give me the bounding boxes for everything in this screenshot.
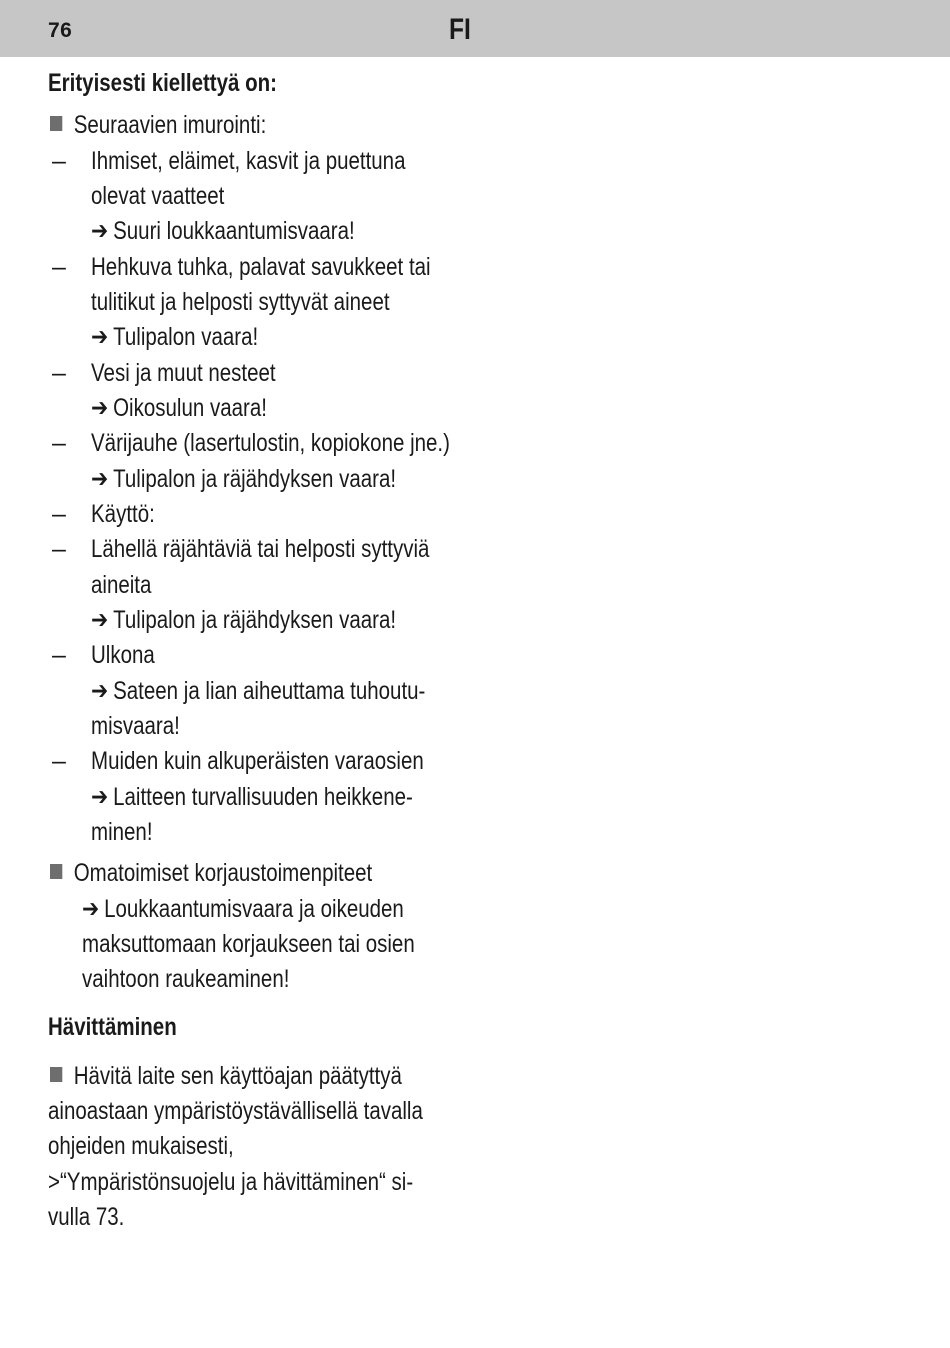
consequence-line bbox=[91, 782, 413, 812]
dash-icon: – bbox=[52, 641, 66, 669]
dash-icon: – bbox=[52, 535, 66, 563]
consequence-line bbox=[91, 605, 396, 635]
page-number: 76 bbox=[48, 19, 73, 42]
paragraph-text: Hävitä laite sen käyttöajan päätyttyä bbox=[73, 1062, 402, 1090]
bullet-text: Seuraavien imurointi: bbox=[73, 111, 267, 139]
consequence-text: Loukkaantumisvaara ja oikeuden bbox=[104, 895, 404, 923]
page-header bbox=[0, 0, 950, 57]
disposal-paragraph-line: ohjeiden mukaisesti, bbox=[48, 1132, 234, 1160]
arrow-right-icon: ➔ bbox=[91, 217, 109, 245]
disposal-paragraph-line: ainoastaan ympäristöystävällisellä tavalla bbox=[48, 1097, 423, 1125]
consequence-text: Tulipalon ja räjähdyksen vaara! bbox=[113, 606, 397, 634]
dash-icon: – bbox=[52, 253, 66, 281]
dash-icon: – bbox=[52, 500, 66, 528]
list-item-line: Hehkuva tuhka, palavat savukkeet tai bbox=[91, 253, 431, 281]
bullet-self-repair bbox=[50, 858, 372, 888]
arrow-right-icon: ➔ bbox=[91, 783, 109, 811]
consequence-text: Tulipalon vaara! bbox=[113, 323, 259, 351]
consequence-text: Laitteen turvallisuuden heikkene- bbox=[113, 783, 413, 811]
dash-icon: – bbox=[52, 147, 66, 175]
list-item-line: Lähellä räjähtäviä tai helposti syttyviä bbox=[91, 535, 430, 563]
arrow-right-icon: ➔ bbox=[91, 465, 109, 493]
cross-reference-link[interactable]: >“Ympäristönsuojelu ja hävittäminen“ si- bbox=[48, 1168, 414, 1196]
disposal-paragraph-line bbox=[50, 1061, 402, 1091]
disposal-paragraph-line: vulla 73. bbox=[48, 1203, 125, 1231]
consequence-line: misvaara! bbox=[91, 712, 180, 740]
arrow-right-icon: ➔ bbox=[91, 323, 109, 351]
list-item-line: Värijauhe (lasertulostin, kopiokone jne.) bbox=[91, 429, 450, 457]
consequence-text: Suuri loukkaantumisvaara! bbox=[113, 217, 355, 245]
bullet-square-icon bbox=[50, 864, 62, 879]
bullet-vacuuming bbox=[50, 110, 266, 140]
consequence-line: vaihtoon raukeaminen! bbox=[82, 965, 290, 993]
list-item-line: Ulkona bbox=[91, 641, 155, 669]
list-item-line: Ihmiset, eläimet, kasvit ja puettuna bbox=[91, 147, 406, 175]
consequence-line bbox=[91, 464, 396, 494]
dash-icon: – bbox=[52, 359, 66, 387]
list-item-line: Käyttö: bbox=[91, 500, 155, 528]
consequence-line bbox=[91, 393, 267, 423]
section-heading-prohibited: Erityisesti kiellettyä on: bbox=[48, 69, 278, 97]
consequence-line: maksuttomaan korjaukseen tai osien bbox=[82, 930, 415, 958]
language-code: FI bbox=[449, 13, 471, 46]
consequence-text: Sateen ja lian aiheuttama tuhoutu- bbox=[113, 677, 426, 705]
list-item-line: tulitikut ja helposti syttyvät aineet bbox=[91, 288, 390, 316]
section-heading-disposal: Hävittäminen bbox=[48, 1013, 177, 1041]
consequence-text: Oikosulun vaara! bbox=[113, 394, 267, 422]
dash-icon: – bbox=[52, 747, 66, 775]
bullet-square-icon bbox=[50, 1067, 62, 1082]
list-item-line: olevat vaatteet bbox=[91, 182, 225, 210]
consequence-line bbox=[91, 676, 425, 706]
bullet-square-icon bbox=[50, 116, 62, 131]
list-item-line: Vesi ja muut nesteet bbox=[91, 359, 276, 387]
consequence-line bbox=[82, 894, 404, 924]
list-item-line: aineita bbox=[91, 571, 152, 599]
consequence-text: Tulipalon ja räjähdyksen vaara! bbox=[113, 465, 397, 493]
consequence-line bbox=[91, 322, 258, 352]
dash-icon: – bbox=[52, 429, 66, 457]
arrow-right-icon: ➔ bbox=[82, 895, 100, 923]
arrow-right-icon: ➔ bbox=[91, 394, 109, 422]
consequence-line bbox=[91, 216, 355, 246]
bullet-text: Omatoimiset korjaustoimenpiteet bbox=[73, 859, 373, 887]
list-item-line: Muiden kuin alkuperäisten varaosien bbox=[91, 747, 424, 775]
consequence-line: minen! bbox=[91, 818, 153, 846]
arrow-right-icon: ➔ bbox=[91, 677, 109, 705]
arrow-right-icon: ➔ bbox=[91, 606, 109, 634]
